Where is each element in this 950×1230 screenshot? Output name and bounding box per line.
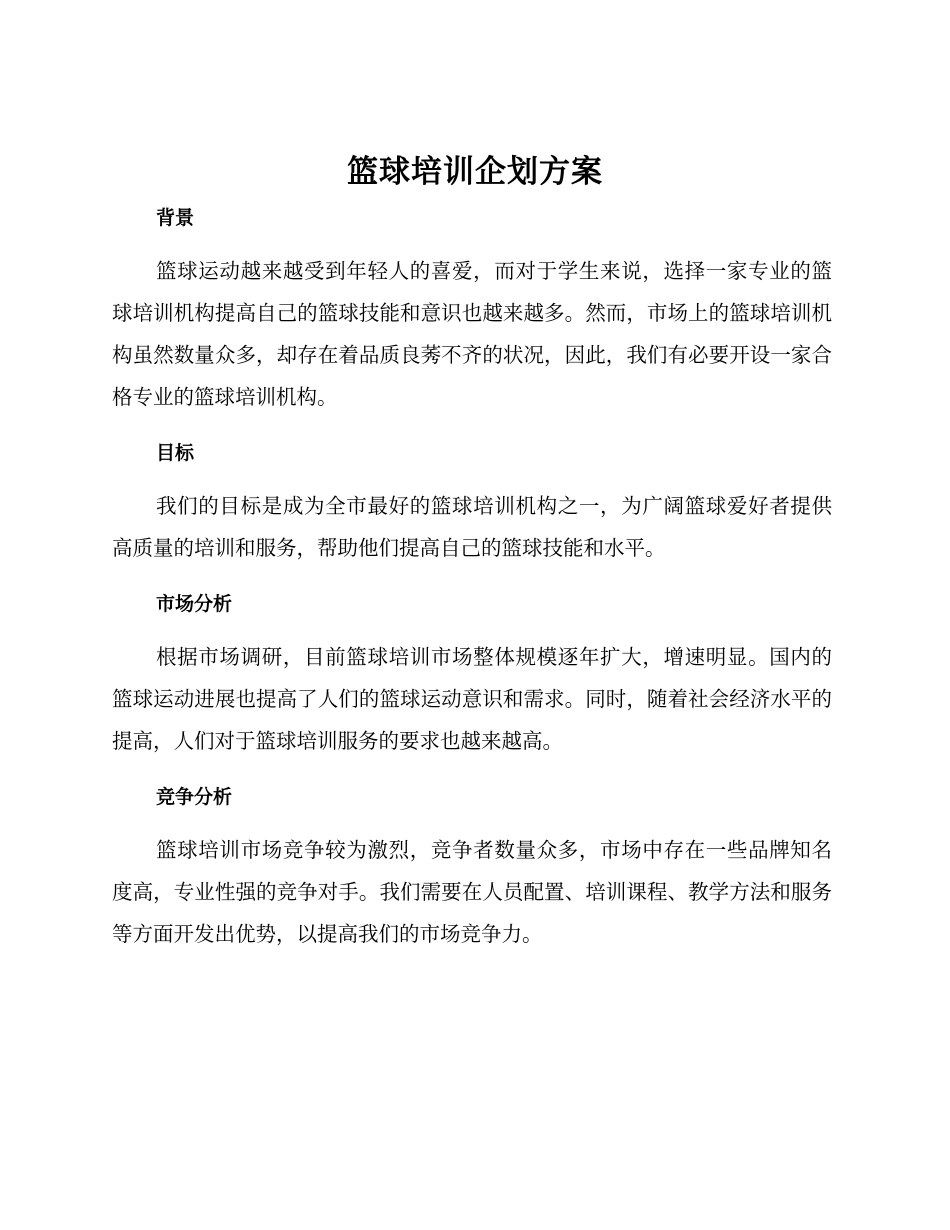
section-background [112, 204, 832, 418]
section-goal [112, 439, 832, 569]
section-paragraph: 篮球运动越来越受到年轻人的喜爱，而对于学生来说，选择一家专业的篮球培训机构提高自己的篮球技能和意识也越来越多。然而，市场上的篮球培训机构虽然数量众多，却存在着品质良莠不齐的状况，因此，我们有必要开设一家合格专业的篮球培训机构。 [112, 259, 832, 409]
section-paragraph: 我们的目标是成为全市最好的篮球培训机构之一，为广阔篮球爱好者提供高质量的培训和服务，帮助他们提高自己的篮球技能和水平。 [112, 494, 832, 560]
section-competition-analysis [112, 783, 832, 955]
section-heading: 市场分析 [156, 593, 233, 615]
document-title: 篮球培训企划方案 [347, 154, 603, 190]
section-heading: 竞争分析 [156, 786, 233, 808]
section-paragraph: 篮球培训市场竞争较为激烈，竞争者数量众多，市场中存在一些品牌知名度高，专业性强的竞争对手。我们需要在人员配置、培训课程、教学方法和服务等方面开发出优势，以提高我们的市场竞争力。 [112, 838, 832, 946]
section-heading: 目标 [156, 442, 195, 464]
section-market-analysis [112, 590, 832, 762]
section-heading: 背景 [156, 207, 195, 229]
document-body [112, 200, 832, 955]
section-paragraph: 根据市场调研，目前篮球培训市场整体规模逐年扩大，增速明显。国内的篮球运动进展也提高了人们的篮球运动意识和需求。同时，随着社会经济水平的提高，人们对于篮球培训服务的要求也越来越高。 [112, 645, 832, 753]
